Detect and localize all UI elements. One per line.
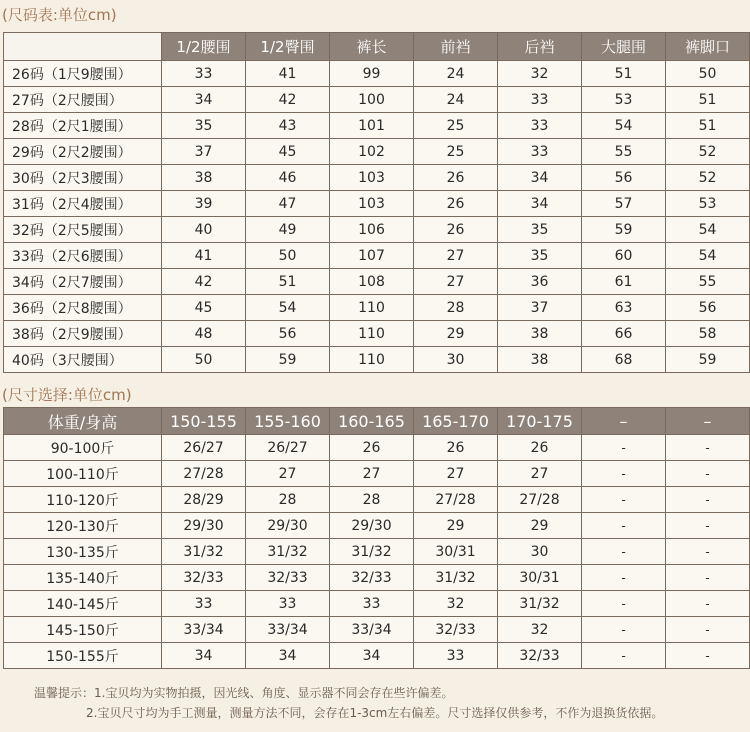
size-chart-table — [3, 32, 750, 373]
table-cell: 26 — [414, 191, 498, 217]
table-cell: 59 — [666, 347, 750, 373]
size-selection-table — [3, 407, 750, 669]
table-cell: 56 — [666, 295, 750, 321]
size-chart-row — [4, 191, 750, 217]
table-cell: 30/31 — [498, 565, 582, 591]
table-cell: - — [666, 461, 750, 487]
table-cell: 56 — [582, 165, 666, 191]
table-cell: 24 — [414, 87, 498, 113]
table-cell: 33 — [498, 87, 582, 113]
table-cell: 37 — [162, 139, 246, 165]
table-cell: 27/28 — [162, 461, 246, 487]
size-chart-row — [4, 61, 750, 87]
size-chart-header-row — [4, 33, 750, 61]
table-cell: 59 — [246, 347, 330, 373]
size-chart-row — [4, 321, 750, 347]
table-cell: - — [582, 565, 666, 591]
header-leg-opening: 裤脚口 — [666, 33, 750, 61]
selection-row — [4, 539, 750, 565]
size-chart-row — [4, 269, 750, 295]
table-cell: 29 — [414, 513, 498, 539]
table-cell: 63 — [582, 295, 666, 321]
table-cell: 103 — [330, 165, 414, 191]
header-height-170-175: 170-175 — [498, 408, 582, 435]
table-cell: 24 — [414, 61, 498, 87]
table-cell: 28/29 — [162, 487, 246, 513]
table-cell: 33 — [162, 61, 246, 87]
table-cell: 51 — [246, 269, 330, 295]
table-cell: 29/30 — [330, 513, 414, 539]
table-cell: 51 — [666, 113, 750, 139]
row-label: 135-140斤 — [4, 565, 162, 591]
table-cell: 52 — [666, 165, 750, 191]
table-cell: 41 — [162, 243, 246, 269]
table-cell: 27 — [498, 461, 582, 487]
table-cell: - — [666, 487, 750, 513]
table-cell: 32 — [498, 617, 582, 643]
header-height-155-160: 155-160 — [246, 408, 330, 435]
selection-header-row — [4, 408, 750, 435]
table-cell: 32/33 — [414, 617, 498, 643]
table-cell: 42 — [162, 269, 246, 295]
table-cell: 35 — [498, 243, 582, 269]
selection-row — [4, 461, 750, 487]
header-half-hip: 1/2臀围 — [246, 33, 330, 61]
table-cell: 102 — [330, 139, 414, 165]
table-cell: - — [582, 513, 666, 539]
table-cell: - — [582, 435, 666, 461]
note-line-2: 2.宝贝尺寸均为手工测量，测量方法不同，会存在1-3cm左右偏差。尺寸选择仅供参考，不作为退换货依据。 — [86, 706, 664, 720]
table-cell: 45 — [162, 295, 246, 321]
table-cell: 26 — [414, 435, 498, 461]
table-cell: 29/30 — [246, 513, 330, 539]
table-cell: 25 — [414, 139, 498, 165]
header-half-waist: 1/2腰围 — [162, 33, 246, 61]
table-cell: 33 — [498, 139, 582, 165]
table-cell: 26 — [330, 435, 414, 461]
table-cell: 46 — [246, 165, 330, 191]
header-placeholder-2: – — [666, 408, 750, 435]
table-cell: 35 — [498, 217, 582, 243]
table-cell: 26 — [414, 165, 498, 191]
table-cell: 108 — [330, 269, 414, 295]
table-cell: 110 — [330, 295, 414, 321]
table-cell: 33/34 — [162, 617, 246, 643]
header-back-rise: 后裆 — [498, 33, 582, 61]
row-label: 34码（2尺7腰围） — [4, 269, 162, 295]
table-cell: 38 — [498, 321, 582, 347]
table-cell: 26/27 — [246, 435, 330, 461]
selection-row — [4, 643, 750, 669]
header-height-165-170: 165-170 — [414, 408, 498, 435]
table-cell: 68 — [582, 347, 666, 373]
table-cell: 33/34 — [246, 617, 330, 643]
table-cell: - — [582, 461, 666, 487]
row-label: 26码（1尺9腰围） — [4, 61, 162, 87]
table-cell: 54 — [666, 217, 750, 243]
table-cell: 27 — [330, 461, 414, 487]
size-selection-title: (尺寸选择:单位cm) — [2, 386, 132, 404]
table-cell: 37 — [498, 295, 582, 321]
table-cell: 29 — [414, 321, 498, 347]
table-cell: 51 — [666, 87, 750, 113]
row-label: 27码（2尺腰围） — [4, 87, 162, 113]
table-cell: 33/34 — [330, 617, 414, 643]
table-cell: 29 — [498, 513, 582, 539]
row-label: 120-130斤 — [4, 513, 162, 539]
table-cell: - — [666, 539, 750, 565]
table-cell: 27/28 — [498, 487, 582, 513]
table-cell: 50 — [162, 347, 246, 373]
header-thigh: 大腿围 — [582, 33, 666, 61]
table-cell: 33 — [246, 591, 330, 617]
row-label: 90-100斤 — [4, 435, 162, 461]
table-cell: 53 — [666, 191, 750, 217]
table-cell: 28 — [414, 295, 498, 321]
row-label: 100-110斤 — [4, 461, 162, 487]
table-cell: 33 — [330, 591, 414, 617]
table-cell: 66 — [582, 321, 666, 347]
table-cell: 59 — [582, 217, 666, 243]
table-cell: 27 — [414, 269, 498, 295]
row-label: 30码（2尺3腰围） — [4, 165, 162, 191]
table-cell: 50 — [246, 243, 330, 269]
table-cell: 101 — [330, 113, 414, 139]
table-cell: - — [582, 591, 666, 617]
table-cell: 28 — [246, 487, 330, 513]
table-cell: 58 — [666, 321, 750, 347]
table-cell: 26 — [414, 217, 498, 243]
table-cell: 99 — [330, 61, 414, 87]
table-cell: 32/33 — [330, 565, 414, 591]
table-cell: 27 — [414, 461, 498, 487]
table-cell: 48 — [162, 321, 246, 347]
table-cell: 27 — [414, 243, 498, 269]
table-cell: 55 — [582, 139, 666, 165]
table-cell: 61 — [582, 269, 666, 295]
table-cell: 54 — [582, 113, 666, 139]
table-cell: 34 — [162, 643, 246, 669]
row-label: 32码（2尺5腰围） — [4, 217, 162, 243]
table-cell: 33 — [498, 113, 582, 139]
table-cell: 30 — [498, 539, 582, 565]
size-chart-row — [4, 295, 750, 321]
table-cell: 43 — [246, 113, 330, 139]
table-cell: 56 — [246, 321, 330, 347]
table-cell: 32/33 — [246, 565, 330, 591]
table-cell: 38 — [162, 165, 246, 191]
table-cell: 35 — [162, 113, 246, 139]
table-cell: 34 — [246, 643, 330, 669]
table-cell: 54 — [666, 243, 750, 269]
table-cell: 49 — [246, 217, 330, 243]
table-cell: - — [666, 591, 750, 617]
note-line-1: 温馨提示：1.宝贝均为实物拍摄，因光线、角度、显示器不同会存在些许偏差。 — [34, 686, 454, 700]
row-label: 40码（3尺腰围） — [4, 347, 162, 373]
table-cell: 55 — [666, 269, 750, 295]
table-cell: 100 — [330, 87, 414, 113]
table-cell: - — [582, 643, 666, 669]
table-cell: 107 — [330, 243, 414, 269]
table-cell: 26 — [498, 435, 582, 461]
table-cell: - — [666, 617, 750, 643]
size-chart-row — [4, 165, 750, 191]
size-chart-row — [4, 217, 750, 243]
row-label: 29码（2尺2腰围） — [4, 139, 162, 165]
size-chart-row — [4, 347, 750, 373]
size-chart-row — [4, 139, 750, 165]
row-label: 33码（2尺6腰围） — [4, 243, 162, 269]
table-cell: 30 — [414, 347, 498, 373]
header-placeholder-1: – — [582, 408, 666, 435]
size-chart-corner-cell — [4, 33, 162, 61]
selection-row — [4, 487, 750, 513]
table-cell: 47 — [246, 191, 330, 217]
header-height-150-155: 150-155 — [162, 408, 246, 435]
table-cell: - — [582, 539, 666, 565]
table-cell: 51 — [582, 61, 666, 87]
table-cell: 27/28 — [414, 487, 498, 513]
table-cell: 110 — [330, 321, 414, 347]
table-cell: 53 — [582, 87, 666, 113]
table-cell: 41 — [246, 61, 330, 87]
table-cell: 103 — [330, 191, 414, 217]
selection-row — [4, 591, 750, 617]
table-cell: 60 — [582, 243, 666, 269]
selection-row — [4, 435, 750, 461]
row-label: 31码（2尺4腰围） — [4, 191, 162, 217]
table-cell: 34 — [330, 643, 414, 669]
table-cell: 38 — [498, 347, 582, 373]
table-cell: 32 — [414, 591, 498, 617]
table-cell: 31/32 — [330, 539, 414, 565]
row-label: 140-145斤 — [4, 591, 162, 617]
table-cell: 45 — [246, 139, 330, 165]
table-cell: - — [666, 435, 750, 461]
table-cell: 26/27 — [162, 435, 246, 461]
table-cell: 54 — [246, 295, 330, 321]
row-label: 28码（2尺1腰围） — [4, 113, 162, 139]
table-cell: 32/33 — [498, 643, 582, 669]
header-height-160-165: 160-165 — [330, 408, 414, 435]
row-label: 38码（2尺9腰围） — [4, 321, 162, 347]
header-front-rise: 前裆 — [414, 33, 498, 61]
table-cell: 57 — [582, 191, 666, 217]
row-label: 36码（2尺8腰围） — [4, 295, 162, 321]
table-cell: 33 — [414, 643, 498, 669]
table-cell: 106 — [330, 217, 414, 243]
header-pants-length: 裤长 — [330, 33, 414, 61]
table-cell: 27 — [246, 461, 330, 487]
table-cell: 31/32 — [246, 539, 330, 565]
selection-corner-cell: 体重/身高 — [4, 408, 162, 435]
table-cell: 25 — [414, 113, 498, 139]
table-cell: 28 — [330, 487, 414, 513]
table-cell: - — [666, 565, 750, 591]
row-label: 145-150斤 — [4, 617, 162, 643]
selection-row — [4, 513, 750, 539]
table-cell: 50 — [666, 61, 750, 87]
table-cell: 33 — [162, 591, 246, 617]
selection-row — [4, 617, 750, 643]
size-chart-row — [4, 243, 750, 269]
table-cell: 110 — [330, 347, 414, 373]
size-chart-row — [4, 87, 750, 113]
table-cell: 32 — [498, 61, 582, 87]
table-cell: 36 — [498, 269, 582, 295]
table-cell: 52 — [666, 139, 750, 165]
table-cell: 39 — [162, 191, 246, 217]
table-cell: 31/32 — [414, 565, 498, 591]
row-label: 130-135斤 — [4, 539, 162, 565]
table-cell: 32/33 — [162, 565, 246, 591]
table-cell: 34 — [498, 191, 582, 217]
table-cell: 31/32 — [162, 539, 246, 565]
table-cell: 30/31 — [414, 539, 498, 565]
table-cell: - — [582, 617, 666, 643]
table-cell: 34 — [498, 165, 582, 191]
row-label: 150-155斤 — [4, 643, 162, 669]
table-cell: - — [582, 487, 666, 513]
table-cell: 29/30 — [162, 513, 246, 539]
row-label: 110-120斤 — [4, 487, 162, 513]
table-cell: 40 — [162, 217, 246, 243]
selection-row — [4, 565, 750, 591]
size-chart-title: (尺码表:单位cm) — [2, 6, 117, 24]
size-chart-row — [4, 113, 750, 139]
table-cell: 42 — [246, 87, 330, 113]
table-cell: - — [666, 643, 750, 669]
table-cell: - — [666, 513, 750, 539]
table-cell: 31/32 — [498, 591, 582, 617]
table-cell: 34 — [162, 87, 246, 113]
